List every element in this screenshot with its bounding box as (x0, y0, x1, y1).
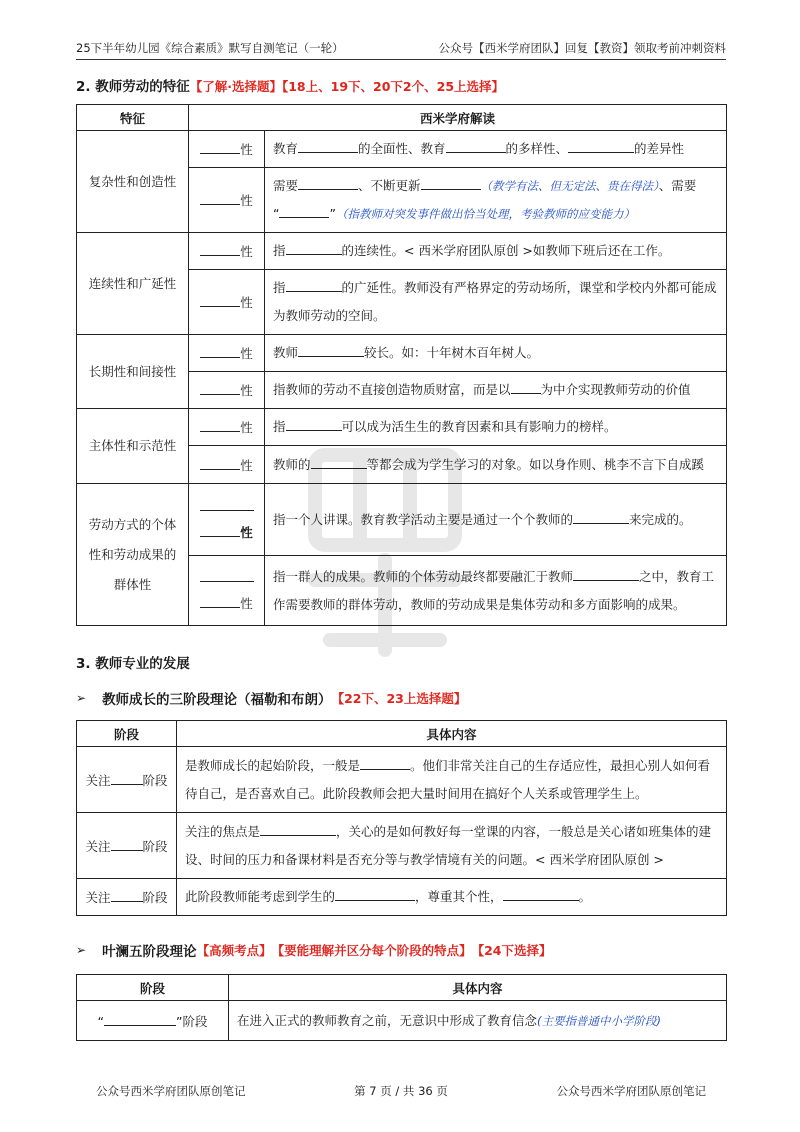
col-stage: 阶段 (77, 975, 229, 1001)
blank[interactable] (421, 176, 481, 190)
arrow-icon: ➢ (76, 691, 87, 705)
blank[interactable] (568, 139, 634, 153)
blank[interactable] (111, 888, 143, 902)
desc-4a (265, 409, 727, 446)
sub-1b (189, 168, 265, 233)
three-stage-table (76, 720, 727, 916)
sub-suffix: 性 (240, 142, 253, 157)
page-footer (96, 1083, 706, 1099)
table-row (77, 813, 727, 879)
desc-5a (265, 484, 727, 556)
blank[interactable] (200, 140, 240, 154)
text: 、需要 (658, 178, 697, 193)
text: 、不断更新 (358, 178, 421, 193)
text: “ (273, 206, 280, 221)
arrow-icon: ➢ (76, 943, 87, 957)
sub-suffix: 性 (240, 457, 253, 473)
text: ”阶段 (176, 1013, 208, 1029)
sub-5a (189, 484, 265, 556)
section3-title: 3. 教师专业的发展 (76, 656, 190, 672)
teacher-labor-table (76, 104, 727, 626)
feature-1: 复杂性和创造性 (77, 131, 189, 233)
text: 关注 (85, 772, 111, 788)
col-content: 具体内容 (177, 721, 727, 747)
sub-suffix: 性 (240, 524, 253, 540)
blank[interactable] (104, 1012, 176, 1026)
table-row (77, 409, 727, 446)
desc-2b (265, 270, 727, 335)
section2-title (76, 75, 504, 95)
text: 的多样性、 (505, 141, 569, 156)
sub-2a (189, 233, 265, 270)
blank[interactable] (573, 567, 639, 581)
note: (主要指普通中小学阶段) (537, 1013, 661, 1028)
sub-3b (189, 372, 265, 409)
blank[interactable] (200, 344, 240, 358)
sub-suffix: 性 (240, 420, 253, 435)
blank[interactable] (200, 594, 240, 608)
blank[interactable] (111, 837, 143, 851)
text: 阶段 (142, 890, 168, 905)
blank[interactable] (311, 455, 367, 469)
footer-right: 公众号西米学府团队原创笔记 (556, 1084, 706, 1098)
theory2-heading (76, 940, 552, 960)
text: 性和劳动成果的 (88, 546, 177, 562)
feature-2: 连续性和广延性 (77, 233, 189, 335)
blank[interactable] (200, 523, 240, 537)
desc-5b (265, 556, 727, 626)
text: 教师的 (273, 456, 311, 472)
text: 关注 (85, 838, 111, 854)
table-row (77, 335, 727, 372)
desc-1a (265, 131, 727, 168)
text: 指教师的劳动不直接创造物质财富，而是以 (273, 382, 511, 397)
text: 阶段 (142, 838, 168, 854)
blank[interactable] (286, 417, 342, 431)
stage-3-content (177, 879, 727, 916)
page-number: 第 7 页 / 共 36 页 (354, 1084, 448, 1098)
sub-3a (189, 335, 265, 372)
blank[interactable] (298, 139, 358, 153)
blank[interactable] (279, 204, 329, 218)
text: 的全面性、教育 (358, 141, 446, 156)
feature-4: 主体性和示范性 (77, 409, 189, 484)
note: （教学有法、但无定法、贵在得法） (480, 179, 659, 193)
blank[interactable] (298, 343, 364, 357)
text: 较长。如：十年树木百年树人。 (364, 345, 540, 360)
text: 之中，教育工作需要教师的群体劳动，教师的劳动成果是集体劳动和多方面影响的成果。 (273, 568, 715, 612)
desc-3b (265, 372, 727, 409)
blank[interactable] (200, 418, 240, 432)
footer-left: 公众号西米学府团队原创笔记 (96, 1084, 246, 1098)
blank[interactable] (111, 771, 143, 785)
sub-5b (189, 556, 265, 626)
desc-1b (265, 168, 727, 233)
table-row (77, 484, 727, 556)
sub-suffix: 性 (240, 595, 253, 611)
text: “ (97, 1013, 104, 1029)
text: 是教师成长的起始阶段，一般是 (185, 757, 361, 773)
stage-3 (77, 879, 177, 916)
text: 的连续性。< 西米学府团队原创 >如教师下班后还在工作。 (341, 243, 671, 258)
text: 的差异性 (634, 141, 685, 156)
text: 指一群人的成果。教师的个体劳动最终都要融汇于教师 (273, 568, 574, 584)
blank[interactable] (200, 497, 254, 511)
blank[interactable] (503, 887, 579, 901)
table-row (77, 233, 727, 270)
table-header-row (77, 721, 727, 747)
blank[interactable] (200, 381, 240, 395)
text: 。他们非常关注自己的生存适应性，最担心别人如何看待自己，是否喜欢自己。此阶段教师会把大量时间用在搞好个人关系或管理学生上。 (185, 757, 711, 801)
sub-suffix: 性 (240, 193, 253, 208)
table-row (77, 747, 727, 813)
blank[interactable] (360, 756, 410, 770)
page-header (76, 40, 726, 60)
theory1-tag: 【22下、23上选择题】 (331, 691, 467, 706)
sub-1a (189, 131, 265, 168)
blank[interactable] (200, 456, 240, 470)
sub-suffix: 性 (240, 383, 253, 398)
text: 关注 (85, 890, 111, 905)
table-row (77, 879, 727, 916)
stage-1 (77, 1001, 229, 1041)
text: 教育 (273, 141, 299, 156)
blank[interactable] (200, 191, 240, 205)
feature-3: 长期性和间接性 (77, 335, 189, 409)
table-header-row (77, 975, 727, 1001)
text: 此阶段教师能考虑到学生的 (185, 889, 336, 904)
col-feature: 特征 (77, 105, 189, 131)
desc-4b (265, 446, 727, 484)
table-header-row (77, 105, 727, 131)
blank[interactable] (573, 510, 629, 524)
stage-2 (77, 813, 177, 879)
blank[interactable] (446, 139, 506, 153)
section2-tag: 【了解·选择题】【18上、19下、20下2个、25上选择】 (189, 79, 505, 94)
sub-suffix: 性 (240, 295, 253, 310)
desc-3a (265, 335, 727, 372)
blank[interactable] (335, 887, 415, 901)
desc-2a (265, 233, 727, 270)
text: 的广延性。教师没有严格界定的劳动场所，课堂和学校内外都可能成为教师劳动的空间。 (273, 280, 717, 323)
sub-suffix: 性 (240, 244, 253, 259)
theory1-heading (76, 688, 466, 708)
text: 来完成的。 (629, 511, 692, 527)
stage-1-content (229, 1001, 727, 1041)
text: 指 (273, 280, 286, 295)
col-stage: 阶段 (77, 721, 177, 747)
feature-5 (77, 484, 189, 626)
stage-1-content (177, 747, 727, 813)
sub-4a (189, 409, 265, 446)
sub-2b (189, 270, 265, 335)
blank[interactable] (286, 278, 342, 292)
theory2-tag-1: 【高频考点】 (196, 943, 272, 958)
stage-2-content (177, 813, 727, 879)
text: 等都会成为学生学习的对象。如以身作则、桃李不言下自成蹊 (366, 456, 705, 472)
text: ” (329, 206, 336, 221)
text: 。 (578, 889, 592, 904)
blank[interactable] (200, 242, 240, 256)
blank[interactable] (286, 241, 342, 255)
text: 关注的焦点是 (185, 823, 261, 839)
blank[interactable] (200, 568, 254, 582)
blank[interactable] (260, 822, 336, 836)
text: 教师 (273, 345, 299, 360)
col-content: 具体内容 (229, 975, 727, 1001)
blank[interactable] (298, 176, 358, 190)
text: 指 (273, 243, 286, 258)
text: 指 (273, 419, 286, 434)
header-right-text: 公众号【西米学府团队】回复【教资】领取考前冲刺资料 (438, 41, 726, 55)
five-stage-table (76, 974, 727, 1041)
sub-4b (189, 446, 265, 484)
table-row (77, 1001, 727, 1041)
text: 在进入正式的教师教育之前，无意识中形成了教育信念 (237, 1012, 538, 1028)
text: ，关心的是如何教好每一堂课的内容，一般总是关心诸如班集体的建设、时间的压力和备课材料是否充分等与教学情境有关的问题。< 西米学府团队原创 > (185, 823, 712, 867)
blank[interactable] (511, 380, 541, 394)
header-left-text: 25下半年幼儿园《综合素质》默写自测笔记（一轮） (76, 41, 344, 55)
theory2-title: 叶澜五阶段理论 (102, 944, 197, 960)
col-reading: 西米学府解读 (189, 105, 727, 131)
text: ，尊重其个性， (415, 889, 503, 904)
text: 群体性 (113, 576, 152, 592)
text: 劳动方式的个体 (88, 516, 177, 532)
text: 为中介实现教师劳动的价值 (540, 382, 691, 397)
section2-title-text: 2. 教师劳动的特征 (76, 79, 190, 95)
note: （指教师对突发事件做出恰当处理，考验教师的应变能力） (335, 207, 635, 221)
text: 指一个人讲课。教育教学活动主要是通过一个个教师的 (273, 511, 574, 527)
stage-1 (77, 747, 177, 813)
blank[interactable] (200, 293, 240, 307)
text: 需要 (273, 178, 299, 193)
text: 可以成为活生生的教育因素和具有影响力的榜样。 (341, 419, 617, 434)
table-row (77, 131, 727, 168)
theory1-title: 教师成长的三阶段理论（福勒和布朗） (102, 692, 332, 708)
sub-suffix: 性 (240, 346, 253, 361)
theory2-tag-2: 【要能理解并区分每个阶段的特点】 (271, 943, 472, 958)
theory2-tag-3: 【24下选择】 (471, 943, 552, 958)
text: 阶段 (142, 772, 168, 788)
